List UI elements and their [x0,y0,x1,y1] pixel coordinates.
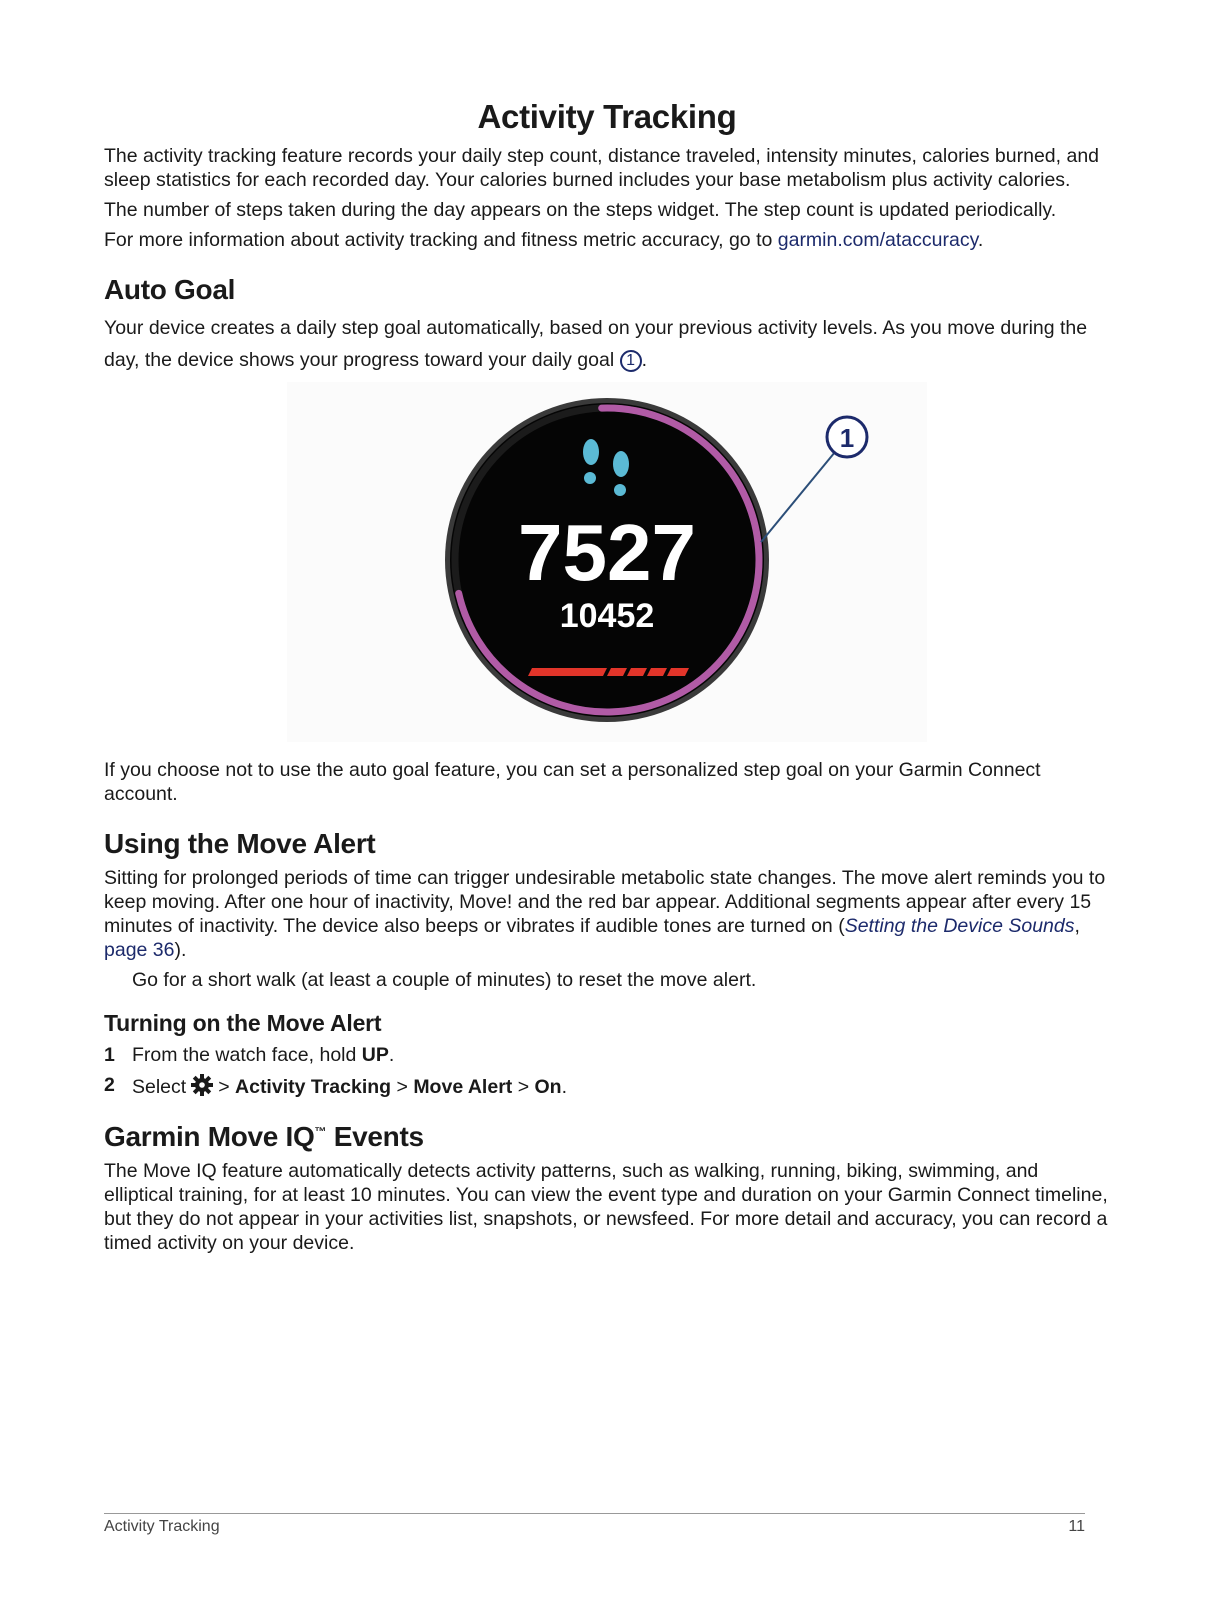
move-alert-heading: Using the Move Alert [104,828,376,859]
gear-icon [190,1073,214,1097]
move-iq-paragraph: The Move IQ feature automatically detects activity patterns, such as walking, running, biking, swimming, and elliptical training, for at least 10 minutes. You can view the event type and duration on your Garmin Connect timeline, but they do not appear in your activities list, snapshots, or newsfeed. For more detail and accuracy, you can record a timed activity on your device. [104,1160,1108,1254]
watch-illustration [287,382,927,742]
move-iq-heading: Garmin Move IQ™ Events [104,1121,424,1152]
intro-paragraph-2: The number of steps taken during the day appears on the steps widget. The step count is updated periodically. [104,199,1057,221]
step-goal: 10452 [559,597,655,635]
step-2: 2 Select > Activity Tracking > Move Alert > On. [104,1074,568,1098]
page-36-link[interactable]: page 36 [104,939,175,961]
device-sounds-link[interactable]: Setting the Device Sounds [844,915,1075,937]
figure-callout-number: 1 [839,423,855,453]
page-content [104,98,1110,1261]
move-alert-paragraph: Sitting for prolonged periods of time can trigger undesirable metabolic state changes. The move alert reminds you to keep moving. After one hour of inactivity, Move! and the red bar appear. Additional segments appear after every 15 minutes of inactivity. The device also beeps or vibrates if audible tones are turned on (Setting the Device Sounds, page 36). [104,867,1106,961]
footer-section-title: Activity Tracking [104,1518,220,1535]
page-title: Activity Tracking [477,98,737,135]
callout-leader-line [761,452,835,542]
page-footer [104,1513,1085,1536]
step-count: 7527 [518,508,696,597]
callout-1-icon: 1 [620,350,642,372]
page-number: 11 [1068,1518,1085,1535]
intro-paragraph-1: The activity tracking feature records your daily step count, distance traveled, intensity minutes, calories burned, and sleep statistics for each recorded day. Your calories burned includes your base metabolism plus activity calories. [104,145,1100,191]
auto-goal-paragraph: Your device creates a daily step goal automatically, based on your previous activity levels. As you move during the day, the device shows your progress toward your daily goal 1 . [104,317,1088,371]
auto-goal-heading: Auto Goal [104,274,236,305]
step-1: 1 From the watch face, hold UP. [104,1044,395,1066]
watch-figure [287,382,927,742]
intro-paragraph-3: For more information about activity tracking and fitness metric accuracy, go to garmin.com/ataccuracy. [104,229,984,251]
turning-on-heading: Turning on the Move Alert [104,1010,382,1036]
move-alert-instruction: Go for a short walk (at least a couple of minutes) to reset the move alert. [132,969,757,991]
accuracy-link[interactable]: garmin.com/ataccuracy [777,229,978,251]
auto-goal-paragraph-2: If you choose not to use the auto goal feature, you can set a personalized step goal on your Garmin Connect account. [104,759,1041,805]
